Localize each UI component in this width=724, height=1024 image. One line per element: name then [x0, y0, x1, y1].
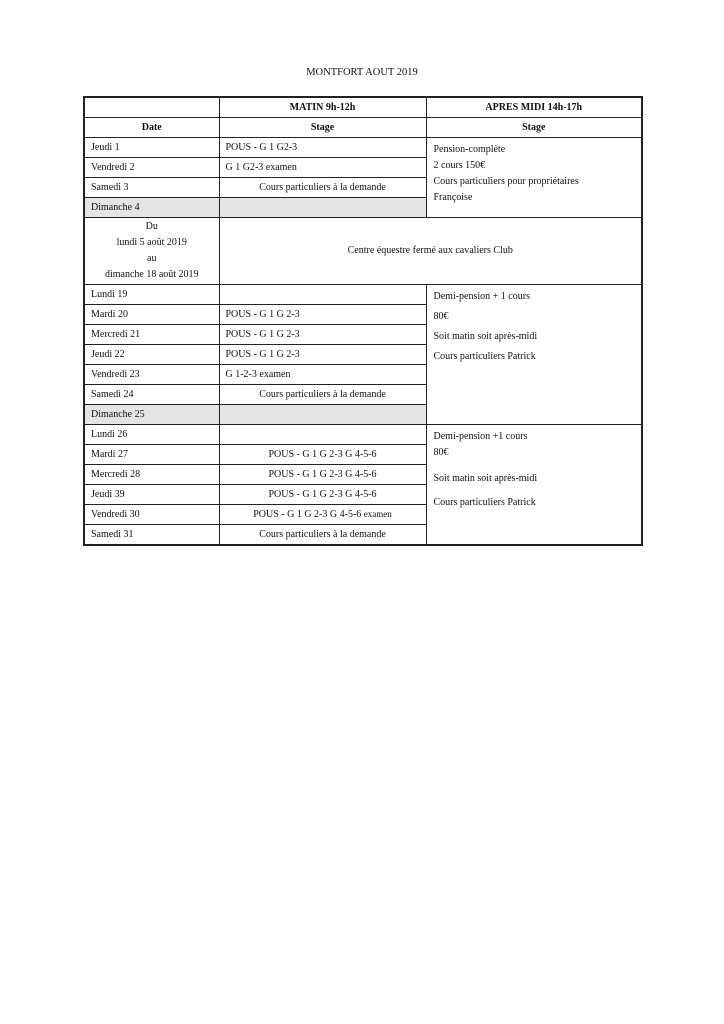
- header-stage-afternoon: Stage: [426, 118, 642, 138]
- morning-cell: POUS - G 1 G2-3: [219, 138, 426, 158]
- closure-text: Centre équestre fermé aux cavaliers Club: [219, 218, 642, 285]
- date-cell: Jeudi 22: [84, 345, 219, 365]
- afternoon-line: Soit matin soit après-midi: [433, 331, 538, 342]
- date-cell: Samedi 24: [84, 385, 219, 405]
- afternoon-line: Cours particuliers Patrick: [433, 497, 536, 508]
- date-cell: Mercredi 21: [84, 325, 219, 345]
- morning-cell: POUS - G 1 G 2-3: [219, 325, 426, 345]
- date-cell: Vendredi 30: [84, 505, 219, 525]
- morning-cell: G 1-2-3 examen: [219, 365, 426, 385]
- morning-cell: [219, 198, 426, 218]
- header-afternoon: APRES MIDI 14h-17h: [426, 97, 642, 118]
- closure-line: au: [147, 253, 157, 264]
- afternoon-block-week2: [426, 285, 642, 425]
- header-empty-cell: [84, 97, 219, 118]
- date-cell: Samedi 3: [84, 178, 219, 198]
- morning-cell: Cours particuliers à la demande: [219, 385, 426, 405]
- morning-cell: POUS - G 1 G 2-3 G 4-5-6: [219, 445, 426, 465]
- header-date: Date: [84, 118, 219, 138]
- morning-cell: Cours particuliers à la demande: [219, 178, 426, 198]
- afternoon-line: Françoise: [433, 192, 473, 203]
- afternoon-line: Soit matin soit après-midi: [433, 473, 538, 484]
- afternoon-block-week3: [426, 425, 642, 546]
- date-cell: Mardi 27: [84, 445, 219, 465]
- closure-line: dimanche 18 août 2019: [104, 269, 199, 280]
- date-cell: Vendredi 2: [84, 158, 219, 178]
- closure-row: [84, 218, 642, 285]
- afternoon-line: Pension-complète: [433, 144, 506, 155]
- closure-line: Du: [145, 221, 158, 232]
- morning-cell: G 1 G2-3 examen: [219, 158, 426, 178]
- morning-cell: [219, 425, 426, 445]
- closure-line: lundi 5 août 2019: [116, 237, 187, 248]
- morning-text: POUS - G 1 G 2-3 G 4-5-6: [253, 509, 362, 520]
- date-cell: Jeudi 39: [84, 485, 219, 505]
- schedule-table: [83, 96, 643, 546]
- header-row-labels: [84, 118, 642, 138]
- afternoon-line: 2 cours 150€: [433, 160, 486, 171]
- closure-date-cell: [84, 218, 219, 285]
- date-cell: Mardi 20: [84, 305, 219, 325]
- date-cell: Dimanche 4: [84, 198, 219, 218]
- afternoon-line: Cours particuliers Patrick: [433, 351, 536, 362]
- table-row: [84, 285, 642, 305]
- afternoon-line: Demi-pension + 1 cours: [433, 291, 530, 302]
- date-cell: Lundi 26: [84, 425, 219, 445]
- date-cell: Samedi 31: [84, 525, 219, 546]
- morning-cell: POUS - G 1 G 2-3 G 4-5-6: [219, 485, 426, 505]
- date-cell: Mercredi 28: [84, 465, 219, 485]
- header-stage-morning: Stage: [219, 118, 426, 138]
- date-cell: Lundi 19: [84, 285, 219, 305]
- morning-cell: Cours particuliers à la demande: [219, 525, 426, 546]
- page-title: MONTFORT AOUT 2019: [306, 67, 418, 78]
- morning-cell: [219, 505, 426, 525]
- table-row: [84, 425, 642, 445]
- date-cell: Vendredi 23: [84, 365, 219, 385]
- morning-cell: POUS - G 1 G 2-3: [219, 345, 426, 365]
- table-row: [84, 138, 642, 158]
- morning-cell: POUS - G 1 G 2-3: [219, 305, 426, 325]
- morning-cell: [219, 285, 426, 305]
- header-morning: MATIN 9h-12h: [219, 97, 426, 118]
- afternoon-block-week1: [426, 138, 642, 218]
- date-cell: Jeudi 1: [84, 138, 219, 158]
- exam-suffix: examen: [363, 509, 392, 519]
- afternoon-line: 80€: [433, 447, 449, 458]
- header-row-periods: [84, 97, 642, 118]
- afternoon-line: 80€: [433, 311, 449, 322]
- date-cell: Dimanche 25: [84, 405, 219, 425]
- afternoon-line: Demi-pension +1 cours: [433, 431, 528, 442]
- morning-cell: [219, 405, 426, 425]
- morning-cell: POUS - G 1 G 2-3 G 4-5-6: [219, 465, 426, 485]
- afternoon-line: Cours particuliers pour propriétaires: [433, 176, 579, 187]
